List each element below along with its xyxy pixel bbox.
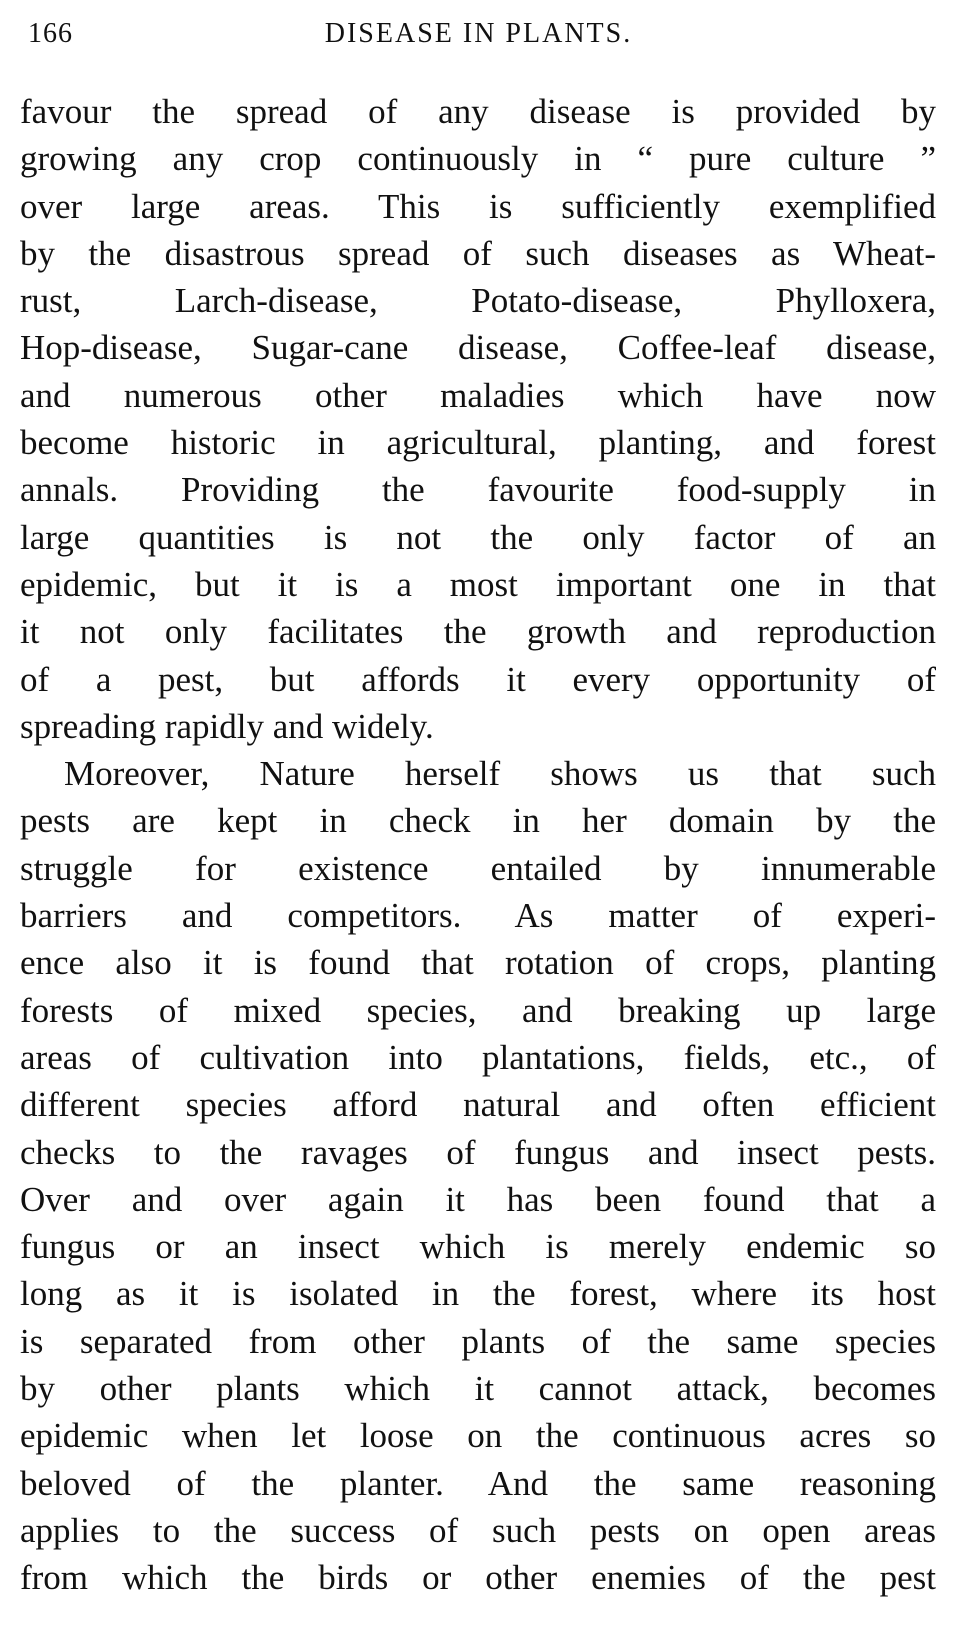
text-line: from which the birds or other enemies of the pest xyxy=(20,1558,936,1598)
paragraph-end-line: spreading rapidly and widely. xyxy=(20,706,434,746)
text-line: by the disastrous spread of such diseases as Wheat- xyxy=(20,233,936,273)
text-line: long as it is isolated in the forest, where its host xyxy=(20,1274,936,1314)
running-head-title: DISEASE IN PLANTS. xyxy=(324,18,633,49)
text-line: barriers and competitors. As matter of experi- xyxy=(20,896,936,936)
text-line: epidemic when let loose on the continuous acres so xyxy=(20,1416,936,1456)
text-line: struggle for existence entailed by innumerable xyxy=(20,848,936,888)
text-line: by other plants which it cannot attack, becomes xyxy=(20,1369,936,1409)
page-number: 166 xyxy=(28,18,73,49)
text-line: epidemic, but it is a most important one in that xyxy=(20,564,936,604)
text-line: favour the spread of any disease is provided by xyxy=(20,92,936,131)
text-line: applies to the success of such pests on open areas xyxy=(20,1510,936,1550)
text-line: is separated from other plants of the same species xyxy=(20,1321,936,1361)
text-line: it not only facilitates the growth and reproduction xyxy=(20,612,936,652)
text-line: beloved of the planter. And the same reasoning xyxy=(20,1463,936,1503)
text-line: different species afford natural and often efficient xyxy=(20,1085,936,1125)
text-line: annals. Providing the favourite food-supply in xyxy=(20,470,936,510)
text-line: become historic in agricultural, planting, and forest xyxy=(20,423,936,463)
body-text xyxy=(20,88,936,1602)
text-line: forests of mixed species, and breaking up large xyxy=(20,990,936,1030)
text-line: large quantities is not the only factor of an xyxy=(20,517,936,557)
text-line: ence also it is found that rotation of crops, planting xyxy=(20,943,936,983)
text-line: fungus or an insect which is merely endemic so xyxy=(20,1227,936,1267)
text-line: growing any crop continuously in “ pure culture ” xyxy=(20,139,936,179)
text-line: Over and over again it has been found that a xyxy=(20,1179,936,1219)
text-line: and numerous other maladies which have now xyxy=(20,375,936,415)
text-line: over large areas. This is sufficiently exemplified xyxy=(20,186,936,226)
running-head xyxy=(28,18,929,58)
text-line: Hop-disease, Sugar-cane disease, Coffee-leaf disease, xyxy=(20,328,936,368)
paragraph-start-line: Moreover, Nature herself shows us that such xyxy=(64,754,936,794)
text-line: of a pest, but affords it every opportunity of xyxy=(20,659,936,699)
text-line: checks to the ravages of fungus and insect pests. xyxy=(20,1132,936,1172)
text-line: areas of cultivation into plantations, fields, etc., of xyxy=(20,1037,936,1077)
text-line: rust, Larch-disease, Potato-disease, Phylloxera, xyxy=(20,281,936,321)
text-line: pests are kept in check in her domain by the xyxy=(20,801,936,841)
